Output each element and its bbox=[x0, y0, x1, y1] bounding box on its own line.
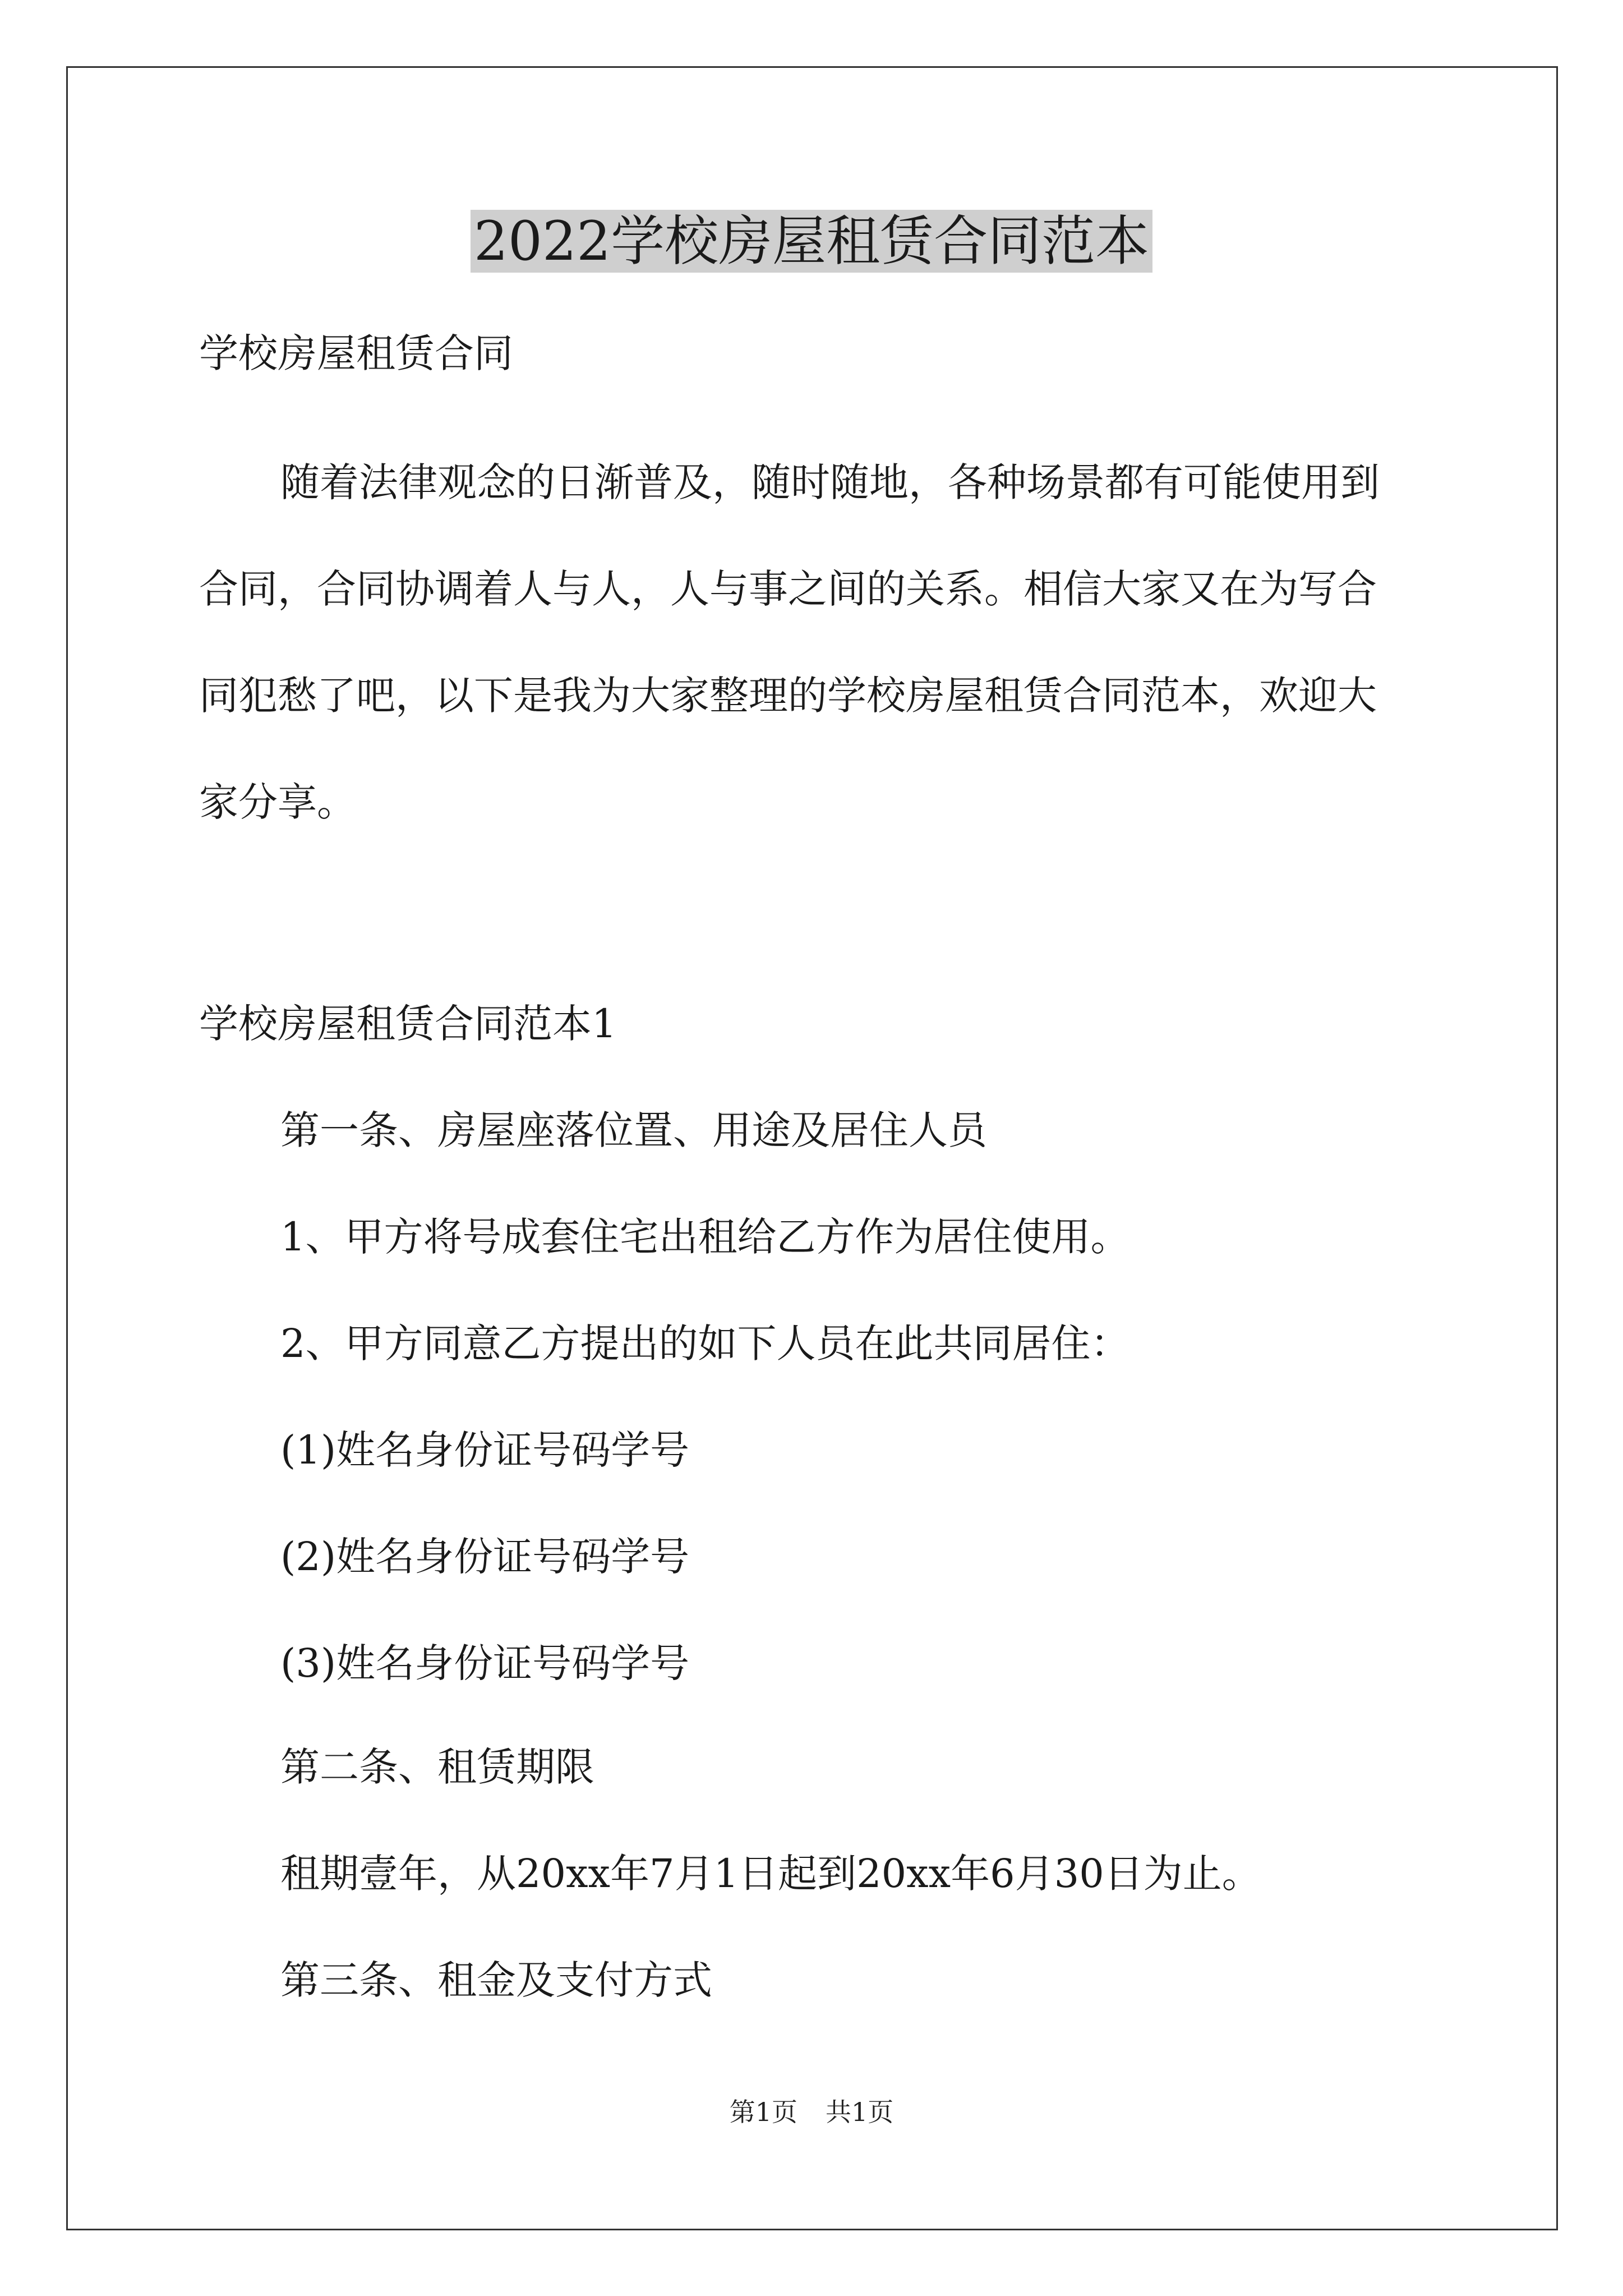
paragraph-line: 2、甲方同意乙方提出的如下人员在此共同居住： bbox=[280, 1320, 1130, 1366]
document-title bbox=[0, 202, 1623, 280]
section-heading: 学校房屋租赁合同 bbox=[199, 330, 513, 376]
page-footer bbox=[0, 2095, 1623, 2129]
list-item: (1)姓名身份证号码学号 bbox=[280, 1427, 690, 1473]
page-number-total: 共1页 bbox=[826, 2097, 894, 2127]
document-title-text: 2022学校房屋租赁合同范本 bbox=[471, 210, 1152, 273]
paragraph-line: 同犯愁了吧，以下是我为大家整理的学校房屋租赁合同范本，欢迎大 bbox=[199, 673, 1377, 719]
paragraph-line: 家分享。 bbox=[199, 779, 356, 825]
paragraph-line: 租期壹年，从20xx年7月1日起到20xx年6月30日为止。 bbox=[280, 1851, 1261, 1897]
list-item: (3)姓名身份证号码学号 bbox=[280, 1640, 690, 1686]
page-number-current: 第1页 bbox=[729, 2097, 797, 2127]
article-heading: 第一条、房屋座落位置、用途及居住人员 bbox=[280, 1107, 987, 1153]
paragraph-line: 1、甲方将号成套住宅出租给乙方作为居住使用。 bbox=[280, 1214, 1130, 1260]
article-heading: 第三条、租金及支付方式 bbox=[280, 1957, 712, 2003]
list-item: (2)姓名身份证号码学号 bbox=[280, 1534, 690, 1580]
paragraph-line: 随着法律观念的日渐普及，随时随地，各种场景都有可能使用到 bbox=[280, 459, 1380, 505]
paragraph-line: 合同，合同协调着人与人，人与事之间的关系。相信大家又在为写合 bbox=[199, 566, 1377, 612]
section-heading: 学校房屋租赁合同范本1 bbox=[199, 1001, 617, 1047]
article-heading: 第二条、租赁期限 bbox=[280, 1744, 594, 1790]
